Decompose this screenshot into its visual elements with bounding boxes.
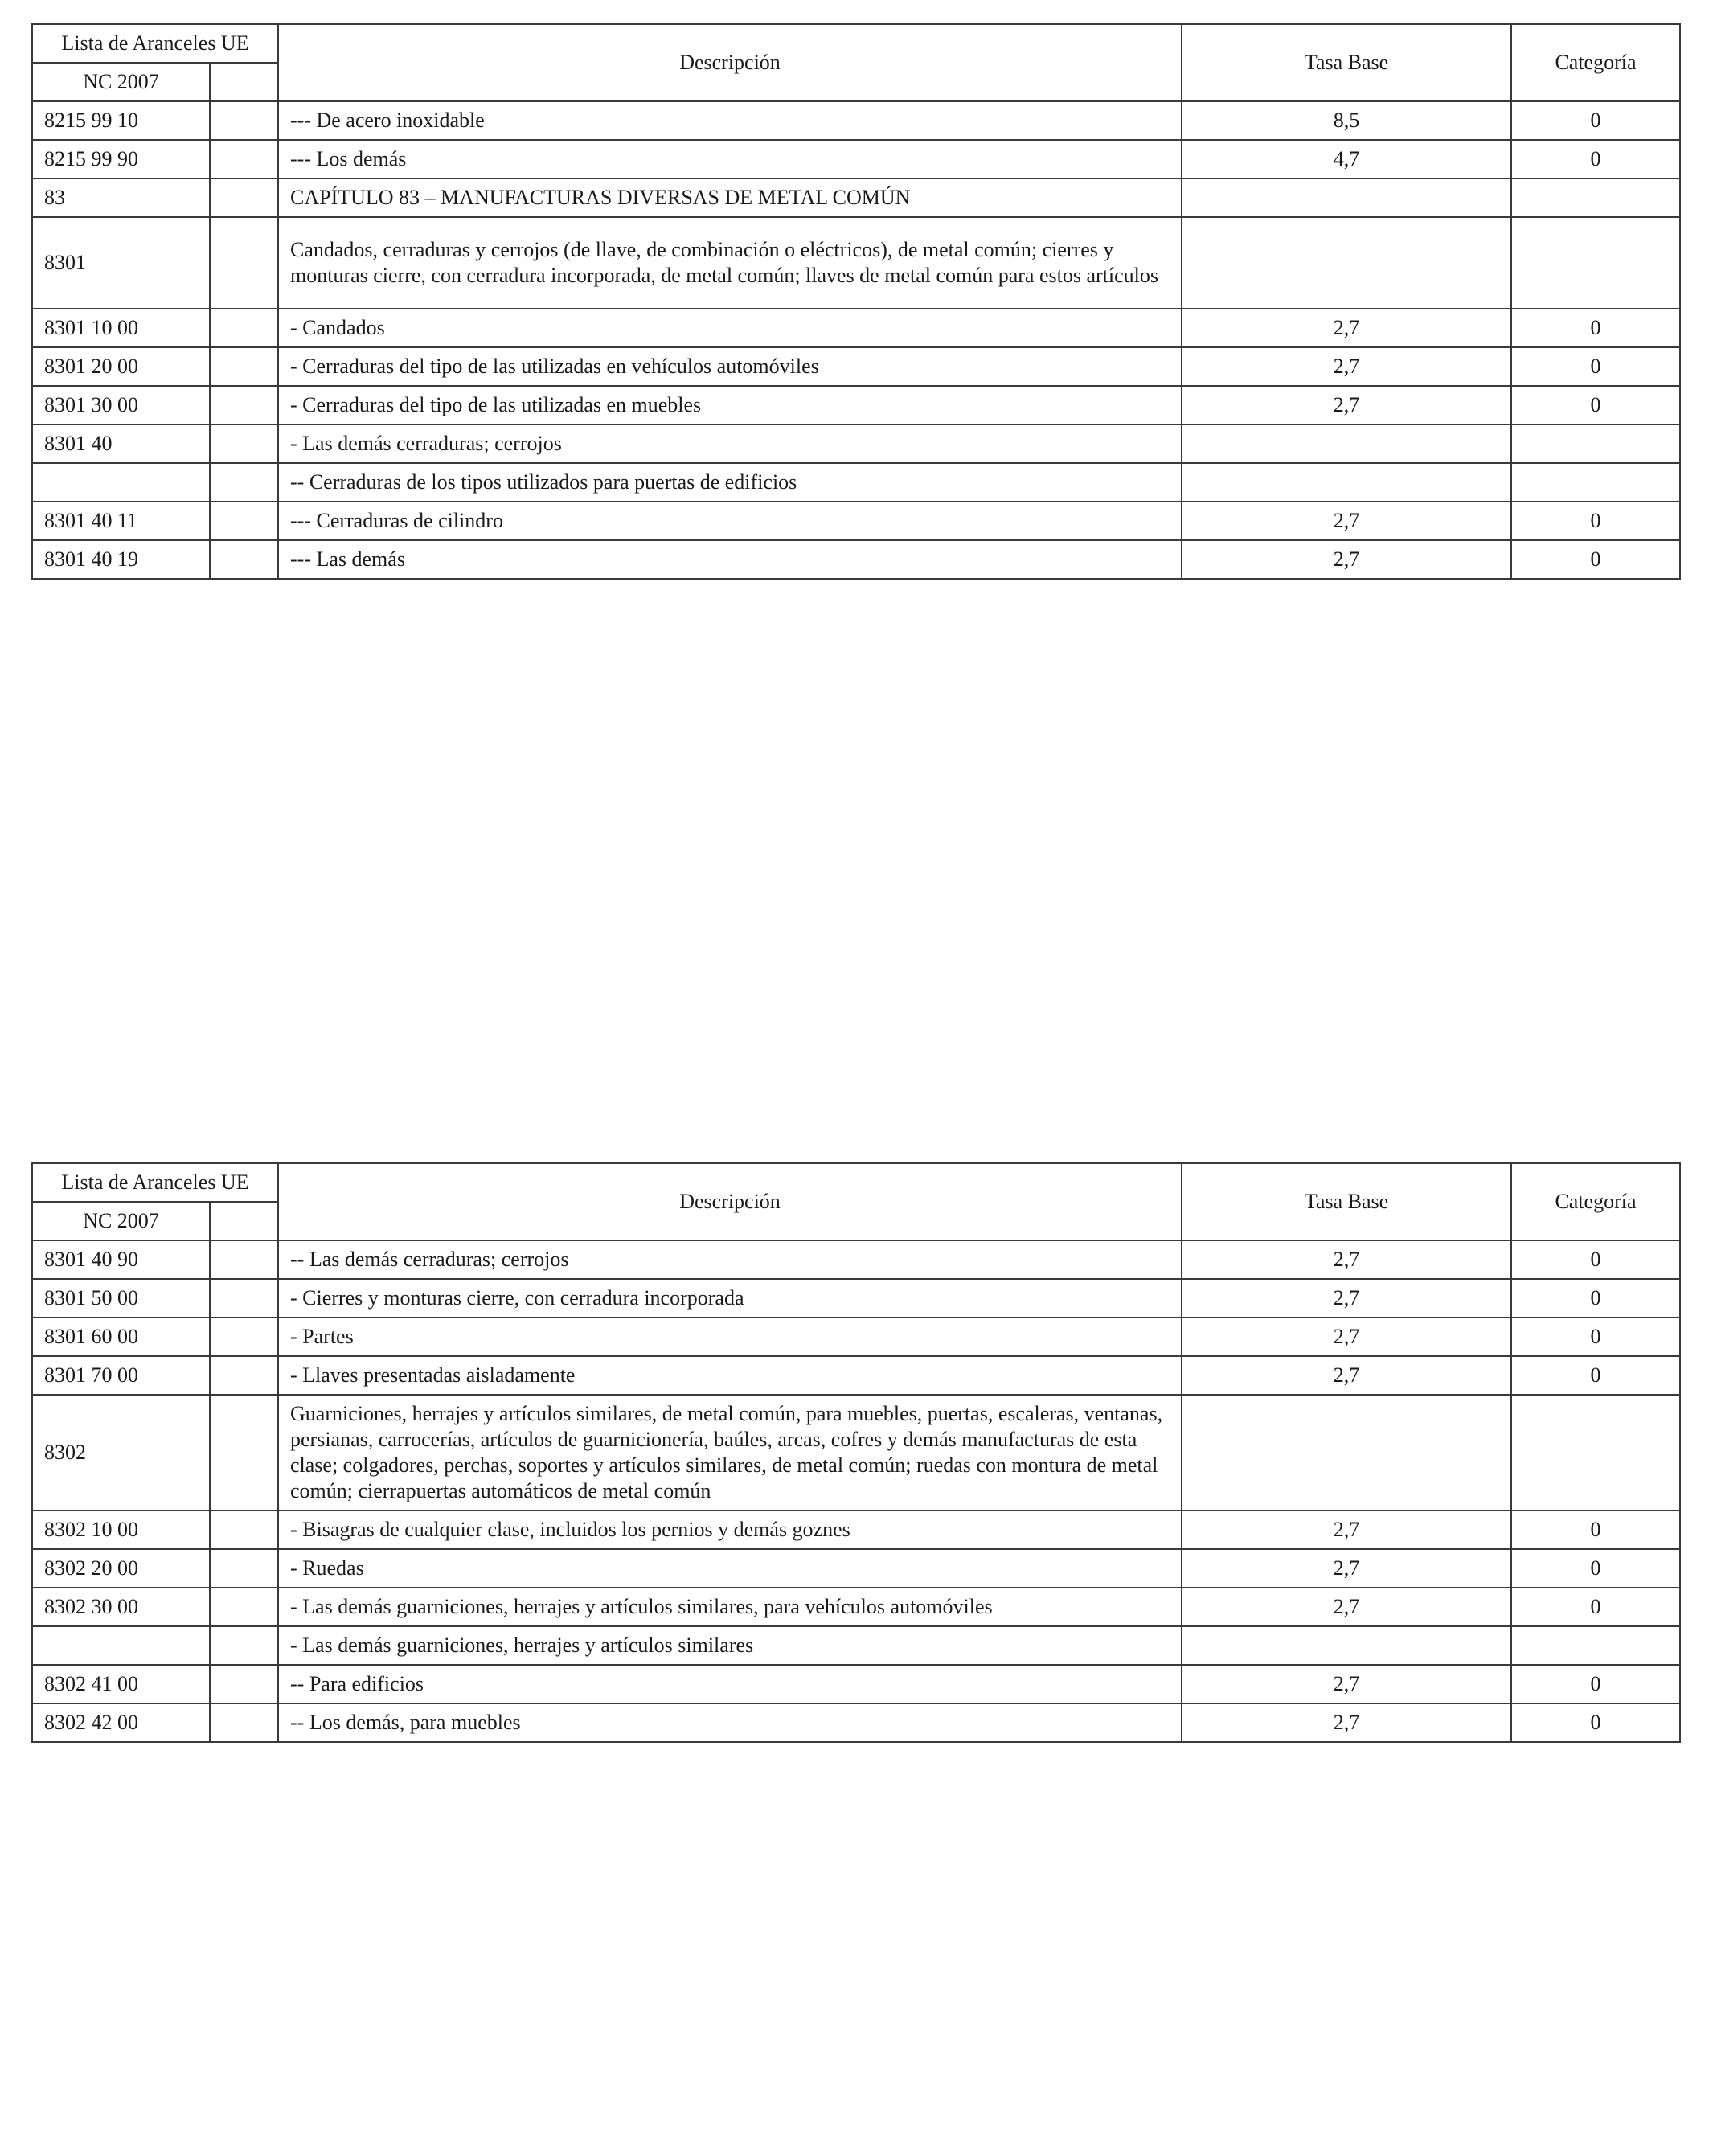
desc-cell: -- Cerraduras de los tipos utilizados para puertas de edificios [278,463,1182,502]
code-cell: 8301 40 [32,424,210,463]
blank-cell [210,1395,278,1510]
tariff-table-1 [31,23,1681,580]
cat-cell: 0 [1511,540,1680,579]
desc-cell: -- Las demás cerraduras; cerrojos [278,1240,1182,1279]
blank-cell [210,1588,278,1626]
header-row [32,24,1680,63]
cat-cell [1511,178,1680,217]
cat-cell: 0 [1511,1588,1680,1626]
header-lista: Lista de Aranceles UE [32,24,278,63]
cat-cell [1511,424,1680,463]
blank-cell [210,1703,278,1742]
cat-cell: 0 [1511,140,1680,178]
cat-cell: 0 [1511,347,1680,386]
table-row [32,386,1680,424]
table-row [32,1510,1680,1549]
desc-cell: - Las demás guarniciones, herrajes y artículos similares [278,1626,1182,1665]
tasa-cell: 2,7 [1182,1318,1511,1356]
table-row [32,463,1680,502]
tasa-cell: 2,7 [1182,1279,1511,1318]
tasa-cell: 4,7 [1182,140,1511,178]
tariff-table-2 [31,1162,1681,1743]
code-cell: 8302 41 00 [32,1665,210,1703]
table-row [32,424,1680,463]
code-cell: 8301 50 00 [32,1279,210,1318]
code-cell: 8301 [32,217,210,309]
header-blank [210,63,278,101]
blank-cell [210,424,278,463]
tasa-cell: 2,7 [1182,1240,1511,1279]
blank-cell [210,1279,278,1318]
header-descripcion: Descripción [278,1163,1182,1240]
desc-cell: - Las demás cerraduras; cerrojos [278,424,1182,463]
desc-cell: Guarniciones, herrajes y artículos similares, de metal común, para muebles, puertas, escaleras, ventanas, persianas, carrocerías, artículos de guarnicionería, baúles, arcas, cofres y demás manufacturas de esta clase; colgadores, perchas, soportes y artículos similares, de metal común; ruedas con montura de metal común; cierrapuertas automáticos de metal común [278,1395,1182,1510]
code-cell: 8301 30 00 [32,386,210,424]
tasa-cell: 2,7 [1182,309,1511,347]
desc-cell: --- Las demás [278,540,1182,579]
blank-cell [210,140,278,178]
tasa-cell: 2,7 [1182,347,1511,386]
code-cell: 8302 10 00 [32,1510,210,1549]
cat-cell: 0 [1511,1703,1680,1742]
blank-cell [210,178,278,217]
desc-cell: --- Cerraduras de cilindro [278,502,1182,540]
desc-cell: - Cierres y monturas cierre, con cerradura incorporada [278,1279,1182,1318]
header-tasa: Tasa Base [1182,1163,1511,1240]
header-row [32,1163,1680,1202]
header-descripcion: Descripción [278,24,1182,101]
blank-cell [210,540,278,579]
tasa-cell: 2,7 [1182,1703,1511,1742]
code-cell: 8301 60 00 [32,1318,210,1356]
tasa-cell: 2,7 [1182,1588,1511,1626]
cat-cell: 0 [1511,1240,1680,1279]
code-cell: 83 [32,178,210,217]
table-row [32,540,1680,579]
desc-cell: -- Los demás, para muebles [278,1703,1182,1742]
cat-cell: 0 [1511,1318,1680,1356]
desc-cell: Candados, cerraduras y cerrojos (de llave, de combinación o eléctricos), de metal común; cierres y monturas cierre, con cerradura incorporada, de metal común; llaves de metal común para estos artículos [278,217,1182,309]
tasa-cell: 2,7 [1182,386,1511,424]
blank-cell [210,309,278,347]
table-row [32,1279,1680,1318]
table-row [32,140,1680,178]
cat-cell: 0 [1511,1356,1680,1395]
cat-cell: 0 [1511,1510,1680,1549]
table-row [32,101,1680,140]
tasa-cell [1182,424,1511,463]
code-cell: 8302 42 00 [32,1703,210,1742]
header-nc: NC 2007 [32,1202,210,1240]
cat-cell [1511,217,1680,309]
tasa-cell [1182,178,1511,217]
blank-cell [210,1549,278,1588]
blank-cell [210,1356,278,1395]
desc-cell: - Cerraduras del tipo de las utilizadas en vehículos automóviles [278,347,1182,386]
table-row [32,1395,1680,1510]
table-row [32,1549,1680,1588]
tasa-cell: 8,5 [1182,101,1511,140]
desc-cell: - Bisagras de cualquier clase, incluidos los pernios y demás goznes [278,1510,1182,1549]
tasa-cell [1182,463,1511,502]
blank-cell [210,1626,278,1665]
table-row [32,1318,1680,1356]
blank-cell [210,1318,278,1356]
tasa-cell: 2,7 [1182,1665,1511,1703]
blank-cell [210,1665,278,1703]
cat-cell: 0 [1511,1549,1680,1588]
header-categoria: Categoría [1511,24,1680,101]
desc-cell: CAPÍTULO 83 – MANUFACTURAS DIVERSAS DE METAL COMÚN [278,178,1182,217]
desc-cell: --- Los demás [278,140,1182,178]
tasa-cell: 2,7 [1182,1356,1511,1395]
code-cell: 8301 70 00 [32,1356,210,1395]
desc-cell: - Partes [278,1318,1182,1356]
tasa-cell: 2,7 [1182,1549,1511,1588]
blank-cell [210,502,278,540]
blank-cell [210,386,278,424]
cat-cell [1511,1395,1680,1510]
desc-cell: -- Para edificios [278,1665,1182,1703]
blank-cell [210,463,278,502]
table-row [32,1240,1680,1279]
desc-cell: --- De acero inoxidable [278,101,1182,140]
header-tasa: Tasa Base [1182,24,1511,101]
blank-cell [210,217,278,309]
table-row [32,1588,1680,1626]
desc-cell: - Llaves presentadas aisladamente [278,1356,1182,1395]
table-row [32,1665,1680,1703]
desc-cell: - Las demás guarniciones, herrajes y artículos similares, para vehículos automóviles [278,1588,1182,1626]
code-cell [32,463,210,502]
code-cell: 8215 99 10 [32,101,210,140]
desc-cell: - Ruedas [278,1549,1182,1588]
tasa-cell [1182,217,1511,309]
table-row [32,217,1680,309]
blank-cell [210,347,278,386]
header-blank [210,1202,278,1240]
code-cell: 8301 40 90 [32,1240,210,1279]
code-cell: 8302 [32,1395,210,1510]
code-cell: 8301 20 00 [32,347,210,386]
code-cell: 8302 30 00 [32,1588,210,1626]
cat-cell: 0 [1511,502,1680,540]
blank-cell [210,101,278,140]
header-lista: Lista de Aranceles UE [32,1163,278,1202]
cat-cell: 0 [1511,386,1680,424]
blank-cell [210,1240,278,1279]
table-row [32,178,1680,217]
cat-cell [1511,463,1680,502]
code-cell: 8301 40 11 [32,502,210,540]
tasa-cell [1182,1626,1511,1665]
table-row [32,502,1680,540]
table-row [32,309,1680,347]
code-cell [32,1626,210,1665]
tasa-cell: 2,7 [1182,1510,1511,1549]
tasa-cell [1182,1395,1511,1510]
cat-cell: 0 [1511,101,1680,140]
desc-cell: - Cerraduras del tipo de las utilizadas en muebles [278,386,1182,424]
header-categoria: Categoría [1511,1163,1680,1240]
table-row [32,1356,1680,1395]
table-row [32,1703,1680,1742]
desc-cell: - Candados [278,309,1182,347]
blank-cell [210,1510,278,1549]
code-cell: 8301 40 19 [32,540,210,579]
tasa-cell: 2,7 [1182,540,1511,579]
header-nc: NC 2007 [32,63,210,101]
tasa-cell: 2,7 [1182,502,1511,540]
cat-cell [1511,1626,1680,1665]
code-cell: 8301 10 00 [32,309,210,347]
table-row [32,1626,1680,1665]
cat-cell: 0 [1511,1279,1680,1318]
code-cell: 8302 20 00 [32,1549,210,1588]
table-row [32,347,1680,386]
code-cell: 8215 99 90 [32,140,210,178]
cat-cell: 0 [1511,1665,1680,1703]
cat-cell: 0 [1511,309,1680,347]
